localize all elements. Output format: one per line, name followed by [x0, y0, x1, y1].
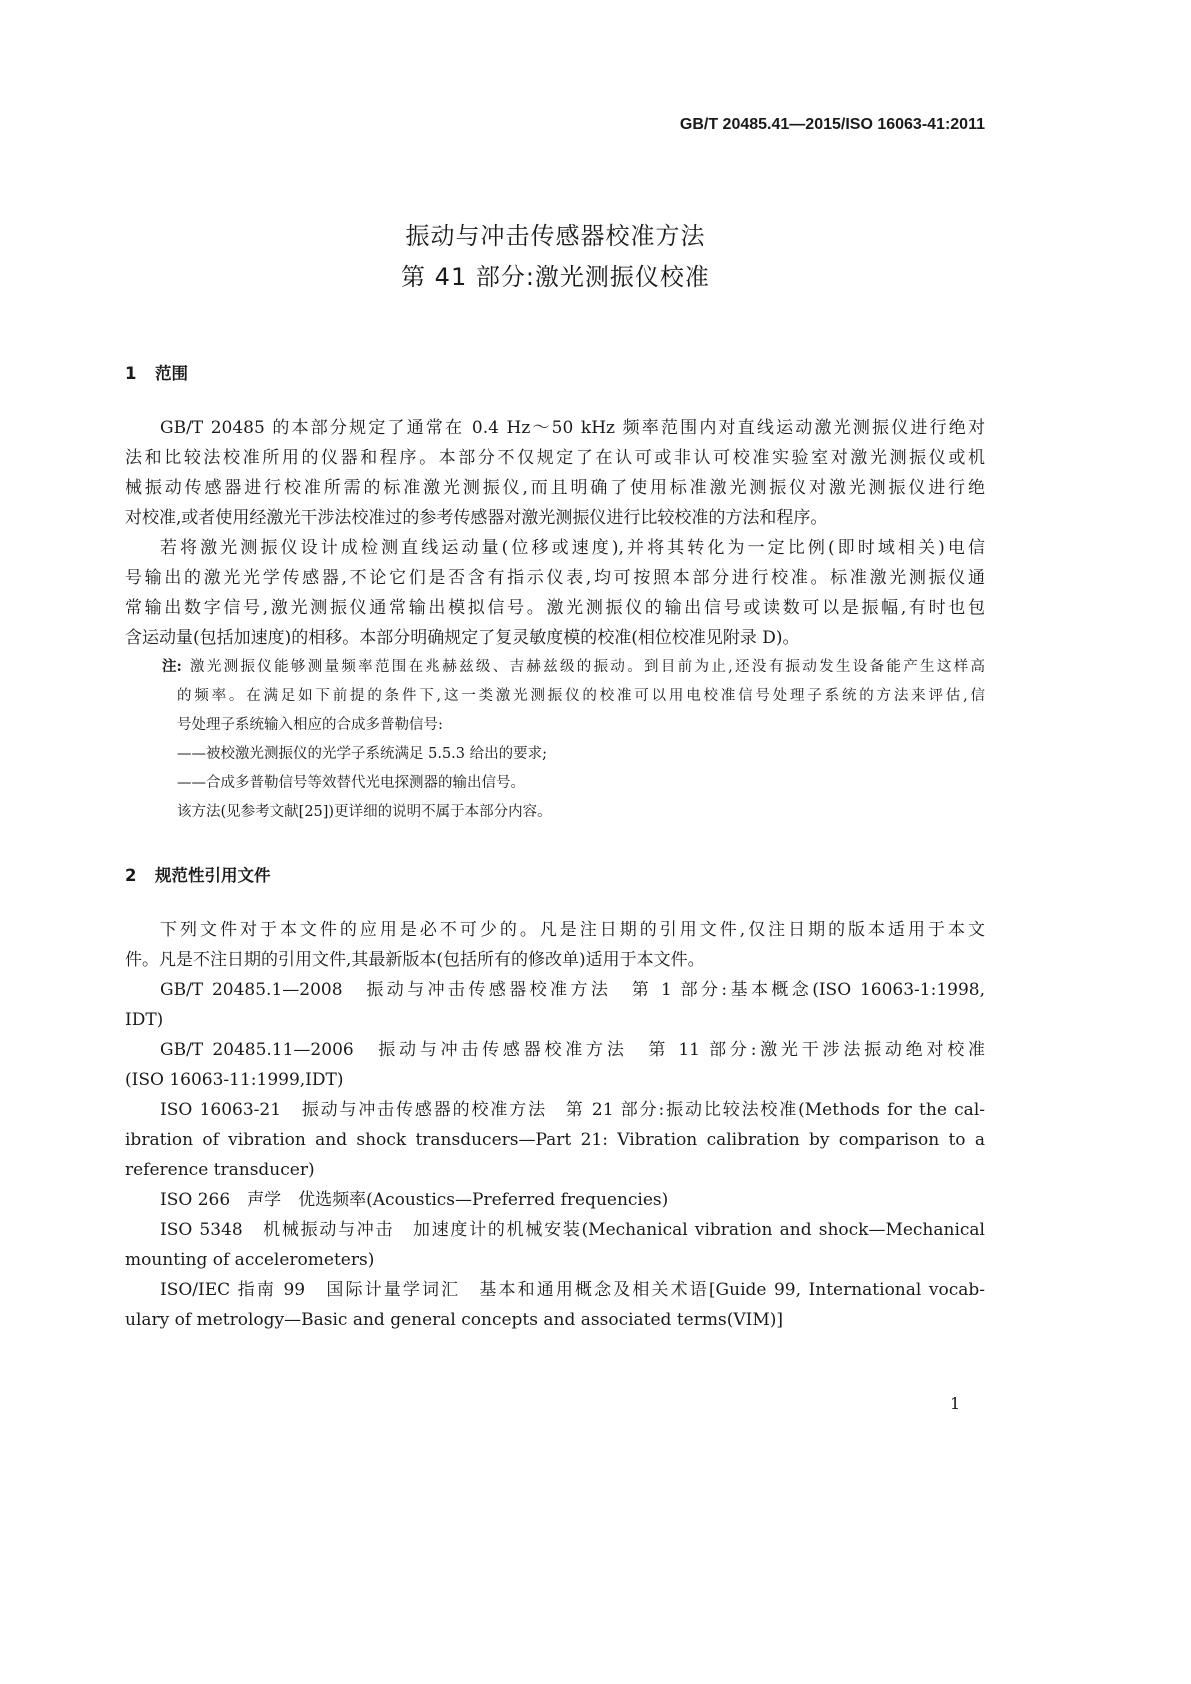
text-line: (ISO 16063-11:1999,IDT): [125, 1070, 344, 1090]
text-line: 常输出数字信号,激光测振仪通常输出模拟信号。激光测振仪的输出信号或读数可以是振幅,有时也包: [125, 598, 985, 618]
text-line: 对校准,或者使用经激光干涉法校准过的参考传感器对激光测振仪进行比较校准的方法和程序。: [125, 508, 828, 528]
section-number: 2: [125, 866, 137, 885]
section-2-heading: [125, 862, 271, 886]
text-line: mounting of accelerometers): [125, 1250, 375, 1270]
document-header-code: GB/T 20485.41—2015/ISO 16063-41:2011: [679, 116, 985, 133]
text-line: IDT): [125, 1010, 164, 1030]
page-number: 1: [950, 1394, 961, 1413]
note-line: ——被校激光测振仪的光学子系统满足 5.5.3 给出的要求;: [177, 746, 547, 762]
document-title-line2: 第 41 部分:激光测振仪校准: [401, 263, 710, 291]
text-line: 下列文件对于本文件的应用是必不可少的。凡是注日期的引用文件,仅注日期的版本适用于本文: [160, 920, 985, 940]
text-line: GB/T 20485.1—2008 振动与冲击传感器校准方法 第 1 部分:基本概念(ISO 16063-1:1998,: [160, 980, 985, 1000]
text-line: ibration of vibration and shock transducers—Part 21: Vibration calibration by comparison to a: [125, 1130, 985, 1150]
text-line: ulary of metrology—Basic and general concepts and associated terms(VIM)]: [125, 1310, 784, 1330]
text-line: 法和比较法校准所用的仪器和程序。本部分不仅规定了在认可或非认可校准实验室对激光测振仪或机: [125, 448, 985, 468]
text-line: GB/T 20485.11—2006 振动与冲击传感器校准方法 第 11 部分:激光干涉法振动绝对校准: [160, 1040, 985, 1060]
note-line: ——合成多普勒信号等效替代光电探测器的输出信号。: [177, 775, 525, 791]
section-number: 1: [125, 364, 137, 383]
text-line: 械振动传感器进行校准所需的标准激光测振仪,而且明确了使用标准激光测振仪对激光测振仪进行绝: [125, 478, 985, 498]
text-line: ISO 16063-21 振动与冲击传感器的校准方法 第 21 部分:振动比较法校准(Methods for the cal-: [160, 1100, 985, 1120]
text-line: 号输出的激光光学传感器,不论它们是否含有指示仪表,均可按照本部分进行校准。标准激光测振仪通: [125, 568, 985, 588]
text-line: 若将激光测振仪设计成检测直线运动量(位移或速度),并将其转化为一定比例(即时域相关)电信: [160, 538, 985, 558]
note-line: 的频率。在满足如下前提的条件下,这一类激光测振仪的校准可以用电校准信号处理子系统的方法来评估,信: [177, 688, 985, 704]
document-title-line1: 振动与冲击传感器校准方法: [405, 222, 706, 250]
section-title: 范围: [155, 364, 188, 383]
note-line: 号处理子系统输入相应的合成多普勒信号:: [177, 717, 443, 733]
section-title: 规范性引用文件: [155, 866, 271, 885]
note-line: 该方法(见参考文献[25])更详细的说明不属于本部分内容。: [177, 804, 552, 820]
text-line: ISO/IEC 指南 99 国际计量学词汇 基本和通用概念及相关术语[Guide 99, International vocab-: [160, 1280, 985, 1300]
text-line: 含运动量(包括加速度)的相移。本部分明确规定了复灵敏度模的校准(相位校准见附录 D)。: [125, 628, 800, 648]
note-line: 激光测振仪能够测量频率范围在兆赫兹级、吉赫兹级的振动。到目前为止,还没有振动发生设备能产生这样高: [190, 659, 985, 675]
note-label: 注:: [162, 658, 182, 675]
text-line: reference transducer): [125, 1160, 315, 1180]
text-line: 件。凡是不注日期的引用文件,其最新版本(包括所有的修改单)适用于本文件。: [125, 950, 705, 970]
section-1-heading: [125, 360, 188, 384]
text-line: ISO 266 声学 优选频率(Acoustics—Preferred frequencies): [160, 1190, 669, 1210]
text-line: ISO 5348 机械振动与冲击 加速度计的机械安装(Mechanical vibration and shock—Mechanical: [160, 1220, 985, 1240]
text-line: GB/T 20485 的本部分规定了通常在 0.4 Hz～50 kHz 频率范围内对直线运动激光测振仪进行绝对: [160, 418, 985, 438]
